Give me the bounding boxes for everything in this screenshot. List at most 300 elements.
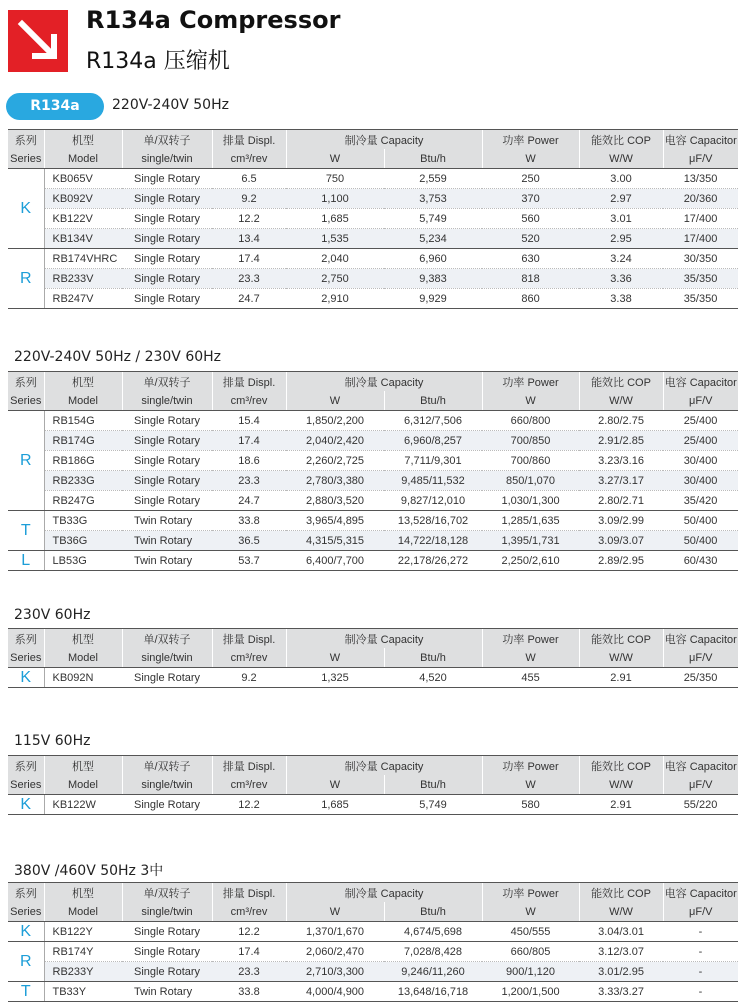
series-label: R	[8, 249, 44, 309]
table-cell: 30/400	[663, 451, 738, 471]
table-cell: RB186G	[44, 451, 122, 471]
table-row	[8, 189, 738, 209]
table-cell: 6,312/7,506	[384, 411, 482, 431]
table-cell: KB134V	[44, 229, 122, 249]
table-cell: Single Rotary	[122, 922, 212, 942]
header-row	[8, 372, 738, 392]
table-cell: 9.2	[212, 189, 286, 209]
table-cell: 9,485/11,532	[384, 471, 482, 491]
table-cell: 900/1,120	[482, 962, 579, 982]
table-cell: 2.80/2.71	[579, 491, 663, 511]
table-row	[8, 249, 738, 269]
column-header: 制冷量 Capacity	[286, 756, 482, 776]
table-cell: 17.4	[212, 249, 286, 269]
column-header: 能效比 COP	[579, 130, 663, 150]
table-cell: 36.5	[212, 531, 286, 551]
column-header: single/twin	[122, 391, 212, 411]
table-row	[8, 668, 738, 688]
column-header: 电容 Capacitor	[663, 756, 738, 776]
column-header: W	[482, 902, 579, 922]
table-cell: 3.38	[579, 289, 663, 309]
table-cell: 60/430	[663, 551, 738, 571]
table-cell: 2.89/2.95	[579, 551, 663, 571]
table-cell: 22,178/26,272	[384, 551, 482, 571]
table-cell: 2,750	[286, 269, 384, 289]
table-cell: RB233G	[44, 471, 122, 491]
table-cell: 750	[286, 169, 384, 189]
table-row	[8, 451, 738, 471]
table-cell: Single Rotary	[122, 942, 212, 962]
table-cell: Single Rotary	[122, 962, 212, 982]
table-cell: 2,250/2,610	[482, 551, 579, 571]
column-header: single/twin	[122, 902, 212, 922]
column-header: 功率 Power	[482, 372, 579, 392]
table-cell: Single Rotary	[122, 431, 212, 451]
table-cell: 35/350	[663, 269, 738, 289]
column-header: 机型	[44, 756, 122, 776]
column-header: Model	[44, 775, 122, 795]
table-cell: Single Rotary	[122, 189, 212, 209]
table-cell: 860	[482, 289, 579, 309]
column-header: 系列	[8, 130, 44, 150]
table-row	[8, 551, 738, 571]
table-cell: 12.2	[212, 795, 286, 815]
column-header: 电容 Capacitor	[663, 883, 738, 903]
header-row	[8, 775, 738, 795]
table-cell: 13/350	[663, 169, 738, 189]
column-header: Model	[44, 391, 122, 411]
header-row	[8, 149, 738, 169]
table-cell: 30/400	[663, 471, 738, 491]
table-row	[8, 431, 738, 451]
table-cell: 5,749	[384, 209, 482, 229]
column-header: 系列	[8, 883, 44, 903]
column-header: Model	[44, 648, 122, 668]
arrow-down-right-icon	[8, 10, 68, 72]
header-row	[8, 629, 738, 649]
table-cell: RB247V	[44, 289, 122, 309]
header-row	[8, 391, 738, 411]
column-header: 单/双转子	[122, 756, 212, 776]
table-cell: Twin Rotary	[122, 982, 212, 1002]
table-cell: KB065V	[44, 169, 122, 189]
table-row	[8, 922, 738, 942]
column-header: 制冷量 Capacity	[286, 130, 482, 150]
column-header: 制冷量 Capacity	[286, 372, 482, 392]
table-cell: 17.4	[212, 942, 286, 962]
column-header: 机型	[44, 883, 122, 903]
table-cell: 15.4	[212, 411, 286, 431]
table-cell: 17/400	[663, 229, 738, 249]
section-title: 220V-240V 50Hz / 230V 60Hz	[14, 349, 222, 365]
table-cell: 9,827/12,010	[384, 491, 482, 511]
table-cell: 3.09/2.99	[579, 511, 663, 531]
column-header: 排量 Displ.	[212, 629, 286, 649]
table-cell: 2,780/3,380	[286, 471, 384, 491]
table-cell: 53.7	[212, 551, 286, 571]
table-cell: -	[663, 942, 738, 962]
table-cell: 1,850/2,200	[286, 411, 384, 431]
table-cell: 450/555	[482, 922, 579, 942]
table-cell: 1,285/1,635	[482, 511, 579, 531]
table-cell: RB174Y	[44, 942, 122, 962]
table-cell: 7,711/9,301	[384, 451, 482, 471]
column-header: W/W	[579, 149, 663, 169]
table-cell: 520	[482, 229, 579, 249]
table-cell: Twin Rotary	[122, 551, 212, 571]
table-cell: 4,520	[384, 668, 482, 688]
column-header: W	[286, 391, 384, 411]
table-cell: 560	[482, 209, 579, 229]
table-cell: 13,648/16,718	[384, 982, 482, 1002]
column-header: cm³/rev	[212, 902, 286, 922]
column-header: 排量 Displ.	[212, 883, 286, 903]
table-cell: 2,040	[286, 249, 384, 269]
column-header: 能效比 COP	[579, 372, 663, 392]
table-cell: 3.24	[579, 249, 663, 269]
column-header: 排量 Displ.	[212, 130, 286, 150]
header-row	[8, 648, 738, 668]
table-cell: TB33Y	[44, 982, 122, 1002]
table-cell: 2.91/2.85	[579, 431, 663, 451]
badge-voltage: 220V-240V 50Hz	[112, 97, 229, 113]
table-cell: 9.2	[212, 668, 286, 688]
table-cell: RB154G	[44, 411, 122, 431]
column-header: W	[286, 149, 384, 169]
table-cell: 3.23/3.16	[579, 451, 663, 471]
column-header: μF/V	[663, 648, 738, 668]
column-header: cm³/rev	[212, 149, 286, 169]
table-cell: 1,535	[286, 229, 384, 249]
table-cell: 2.91	[579, 795, 663, 815]
header-row	[8, 756, 738, 776]
page-title: R134a Compressor	[86, 6, 341, 34]
table-cell: 50/400	[663, 511, 738, 531]
column-header: 排量 Displ.	[212, 372, 286, 392]
column-header: Btu/h	[384, 775, 482, 795]
spec-table	[8, 882, 738, 1002]
table-cell: Single Rotary	[122, 269, 212, 289]
table-cell: 33.8	[212, 511, 286, 531]
table-cell: 3.04/3.01	[579, 922, 663, 942]
column-header: W/W	[579, 902, 663, 922]
column-header: 能效比 COP	[579, 629, 663, 649]
table-cell: 6,400/7,700	[286, 551, 384, 571]
table-cell: 1,395/1,731	[482, 531, 579, 551]
table-cell: KB092V	[44, 189, 122, 209]
table-row	[8, 982, 738, 1002]
column-header: single/twin	[122, 648, 212, 668]
table-cell: -	[663, 922, 738, 942]
table-cell: TB33G	[44, 511, 122, 531]
table-cell: 3.36	[579, 269, 663, 289]
table-cell: 7,028/8,428	[384, 942, 482, 962]
column-header: μF/V	[663, 902, 738, 922]
table-cell: 3.33/3.27	[579, 982, 663, 1002]
column-header: W	[286, 902, 384, 922]
column-header: Model	[44, 149, 122, 169]
table-cell: 9,383	[384, 269, 482, 289]
table-cell: 9,929	[384, 289, 482, 309]
table-cell: 3.01	[579, 209, 663, 229]
table-cell: 13.4	[212, 229, 286, 249]
table-cell: KB092N	[44, 668, 122, 688]
table-cell: 2.91	[579, 668, 663, 688]
table-cell: 17.4	[212, 431, 286, 451]
series-label: K	[8, 922, 44, 942]
column-header: Btu/h	[384, 902, 482, 922]
table-cell: 2,710/3,300	[286, 962, 384, 982]
table-cell: 850/1,070	[482, 471, 579, 491]
table-cell: Twin Rotary	[122, 511, 212, 531]
column-header: 功率 Power	[482, 883, 579, 903]
table-cell: 250	[482, 169, 579, 189]
column-header: 系列	[8, 372, 44, 392]
column-header: 能效比 COP	[579, 756, 663, 776]
table-row	[8, 795, 738, 815]
table-cell: 660/800	[482, 411, 579, 431]
column-header: 电容 Capacitor	[663, 130, 738, 150]
table-row	[8, 511, 738, 531]
table-row	[8, 169, 738, 189]
spec-table	[8, 755, 738, 815]
column-header: cm³/rev	[212, 775, 286, 795]
column-header: 制冷量 Capacity	[286, 629, 482, 649]
table-row	[8, 942, 738, 962]
table-cell: 2.80/2.75	[579, 411, 663, 431]
table-cell: 818	[482, 269, 579, 289]
table-row	[8, 411, 738, 431]
table-cell: 700/850	[482, 431, 579, 451]
series-label: L	[8, 551, 44, 571]
table-cell: 14,722/18,128	[384, 531, 482, 551]
column-header: Model	[44, 902, 122, 922]
table-cell: 25/400	[663, 411, 738, 431]
table-row	[8, 269, 738, 289]
spec-table	[8, 628, 738, 688]
table-cell: Single Rotary	[122, 249, 212, 269]
table-cell: Single Rotary	[122, 471, 212, 491]
table-cell: Single Rotary	[122, 229, 212, 249]
table-cell: Single Rotary	[122, 451, 212, 471]
table-cell: KB122V	[44, 209, 122, 229]
table-cell: 30/350	[663, 249, 738, 269]
table-cell: Single Rotary	[122, 668, 212, 688]
header-row	[8, 883, 738, 903]
table-cell: 3,753	[384, 189, 482, 209]
column-header: μF/V	[663, 391, 738, 411]
table-cell: 580	[482, 795, 579, 815]
column-header: 单/双转子	[122, 883, 212, 903]
table-cell: 2.97	[579, 189, 663, 209]
table-cell: 2,910	[286, 289, 384, 309]
table-cell: 2,559	[384, 169, 482, 189]
column-header: W/W	[579, 648, 663, 668]
column-header: W/W	[579, 391, 663, 411]
table-cell: 5,749	[384, 795, 482, 815]
table-cell: 25/350	[663, 668, 738, 688]
table-cell: 2,060/2,470	[286, 942, 384, 962]
table-cell: 1,685	[286, 795, 384, 815]
column-header: 功率 Power	[482, 629, 579, 649]
table-cell: Single Rotary	[122, 169, 212, 189]
table-cell: 18.6	[212, 451, 286, 471]
series-label: R	[8, 411, 44, 511]
table-cell: 3,965/4,895	[286, 511, 384, 531]
table-cell: 33.8	[212, 982, 286, 1002]
table-cell: Single Rotary	[122, 411, 212, 431]
column-header: 功率 Power	[482, 756, 579, 776]
table-cell: 23.3	[212, 471, 286, 491]
table-cell: 370	[482, 189, 579, 209]
table-cell: 455	[482, 668, 579, 688]
column-header: W	[482, 648, 579, 668]
table-cell: LB53G	[44, 551, 122, 571]
table-cell: RB233Y	[44, 962, 122, 982]
table-cell: 35/420	[663, 491, 738, 511]
table-cell: 1,200/1,500	[482, 982, 579, 1002]
table-row	[8, 471, 738, 491]
table-cell: Single Rotary	[122, 289, 212, 309]
table-row	[8, 491, 738, 511]
table-cell: 2,260/2,725	[286, 451, 384, 471]
header-row	[8, 902, 738, 922]
table-cell: 1,370/1,670	[286, 922, 384, 942]
table-cell: 2,040/2,420	[286, 431, 384, 451]
column-header: cm³/rev	[212, 391, 286, 411]
table-cell: 2,880/3,520	[286, 491, 384, 511]
table-cell: 1,685	[286, 209, 384, 229]
table-cell: 12.2	[212, 209, 286, 229]
table-row	[8, 289, 738, 309]
table-cell: TB36G	[44, 531, 122, 551]
column-header: 电容 Capacitor	[663, 629, 738, 649]
series-label: K	[8, 169, 44, 249]
table-cell: 4,000/4,900	[286, 982, 384, 1002]
column-header: Btu/h	[384, 149, 482, 169]
column-header: 排量 Displ.	[212, 756, 286, 776]
table-cell: 3.01/2.95	[579, 962, 663, 982]
column-header: 制冷量 Capacity	[286, 883, 482, 903]
column-header: Series	[8, 902, 44, 922]
column-header: W	[482, 775, 579, 795]
column-header: single/twin	[122, 775, 212, 795]
table-cell: 2.95	[579, 229, 663, 249]
table-cell: 20/360	[663, 189, 738, 209]
table-cell: 25/400	[663, 431, 738, 451]
section-title: 380V /460V 50Hz 3中	[14, 863, 164, 879]
table-cell: RB247G	[44, 491, 122, 511]
table-cell: 17/400	[663, 209, 738, 229]
header-row	[8, 130, 738, 150]
table-cell: RB233V	[44, 269, 122, 289]
table-cell: RB174G	[44, 431, 122, 451]
table-cell: 6.5	[212, 169, 286, 189]
column-header: 系列	[8, 629, 44, 649]
column-header: 能效比 COP	[579, 883, 663, 903]
table-cell: 5,234	[384, 229, 482, 249]
column-header: Series	[8, 391, 44, 411]
table-cell: Single Rotary	[122, 795, 212, 815]
column-header: W/W	[579, 775, 663, 795]
table-cell: 3.00	[579, 169, 663, 189]
column-header: cm³/rev	[212, 648, 286, 668]
column-header: μF/V	[663, 149, 738, 169]
table-cell: 660/805	[482, 942, 579, 962]
table-row	[8, 209, 738, 229]
table-row	[8, 962, 738, 982]
table-cell: 700/860	[482, 451, 579, 471]
page-header	[0, 0, 750, 84]
series-label: T	[8, 982, 44, 1002]
table-cell: 6,960	[384, 249, 482, 269]
column-header: Btu/h	[384, 648, 482, 668]
table-row	[8, 531, 738, 551]
table-cell: 23.3	[212, 962, 286, 982]
table-cell: -	[663, 982, 738, 1002]
column-header: W	[286, 775, 384, 795]
table-cell: -	[663, 962, 738, 982]
table-cell: 13,528/16,702	[384, 511, 482, 531]
table-cell: Twin Rotary	[122, 531, 212, 551]
table-cell: 3.27/3.17	[579, 471, 663, 491]
table-cell: KB122W	[44, 795, 122, 815]
column-header: 机型	[44, 372, 122, 392]
column-header: 单/双转子	[122, 130, 212, 150]
column-header: W	[482, 149, 579, 169]
column-header: 单/双转子	[122, 629, 212, 649]
column-header: 功率 Power	[482, 130, 579, 150]
column-header: 电容 Capacitor	[663, 372, 738, 392]
table-cell: 1,325	[286, 668, 384, 688]
column-header: Btu/h	[384, 391, 482, 411]
column-header: 机型	[44, 629, 122, 649]
series-label: T	[8, 511, 44, 551]
column-header: W	[286, 648, 384, 668]
refrigerant-badge: R134a	[6, 93, 104, 120]
table-cell: 24.7	[212, 491, 286, 511]
column-header: 机型	[44, 130, 122, 150]
section-title: 230V 60Hz	[14, 607, 91, 623]
column-header: μF/V	[663, 775, 738, 795]
page-subtitle-cn: R134a 压缩机	[86, 49, 230, 74]
column-header: 单/双转子	[122, 372, 212, 392]
table-cell: RB174VHRC	[44, 249, 122, 269]
table-cell: KB122Y	[44, 922, 122, 942]
table-cell: Single Rotary	[122, 491, 212, 511]
table-cell: 35/350	[663, 289, 738, 309]
column-header: 系列	[8, 756, 44, 776]
column-header: Series	[8, 149, 44, 169]
column-header: Series	[8, 648, 44, 668]
table-row	[8, 229, 738, 249]
table-cell: 6,960/8,257	[384, 431, 482, 451]
series-label: R	[8, 942, 44, 982]
table-cell: 1,030/1,300	[482, 491, 579, 511]
column-header: single/twin	[122, 149, 212, 169]
series-label: K	[8, 795, 44, 815]
section-title: 115V 60Hz	[14, 733, 91, 749]
table-cell: 12.2	[212, 922, 286, 942]
spec-table	[8, 371, 738, 571]
series-label: K	[8, 668, 44, 688]
column-header: W	[482, 391, 579, 411]
column-header: Series	[8, 775, 44, 795]
table-cell: 23.3	[212, 269, 286, 289]
table-cell: 1,100	[286, 189, 384, 209]
table-cell: 4,315/5,315	[286, 531, 384, 551]
table-cell: Single Rotary	[122, 209, 212, 229]
